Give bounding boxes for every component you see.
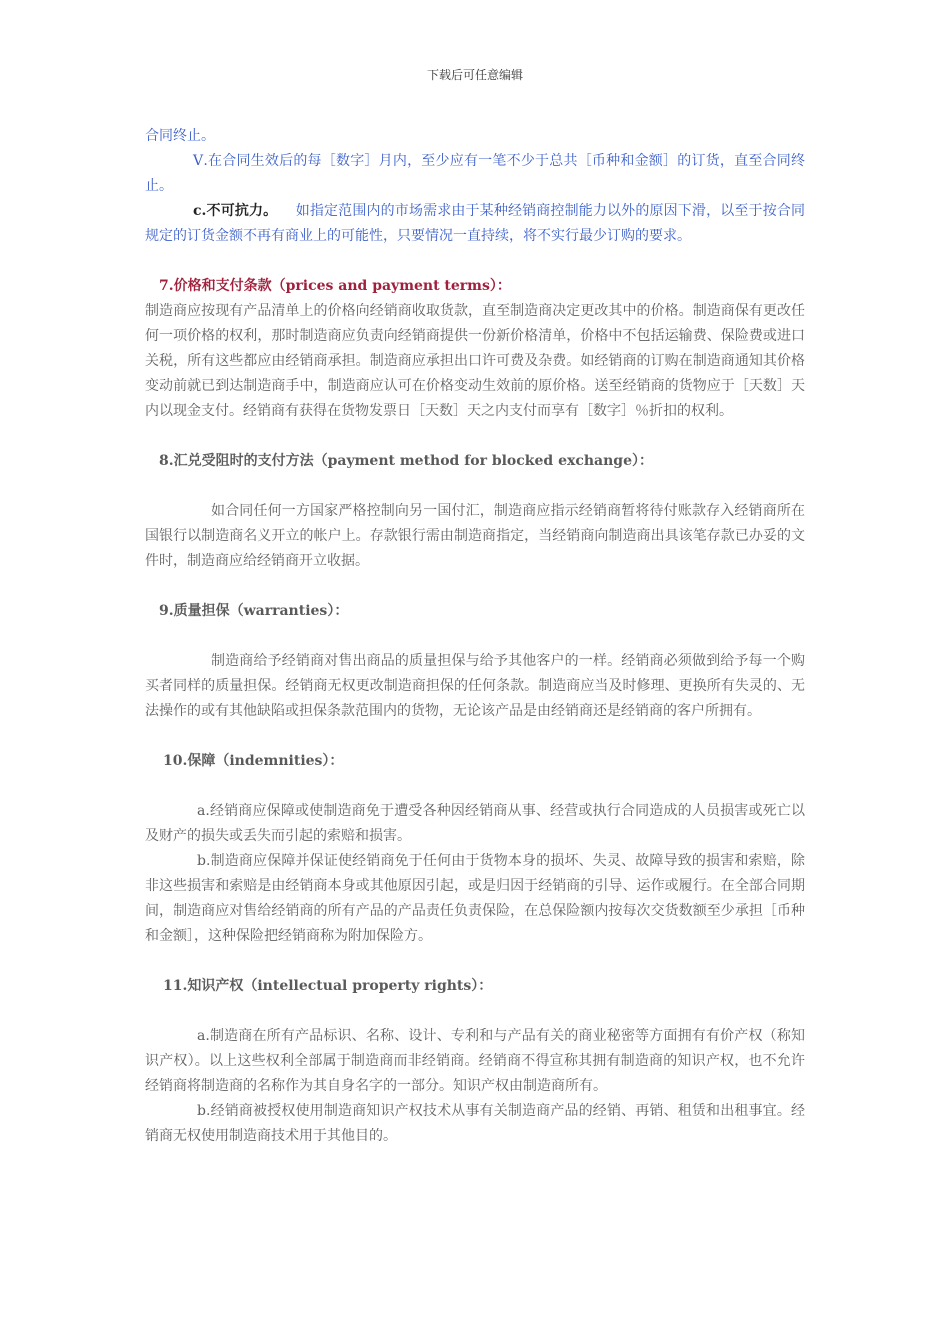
section-11-heading: 11.知识产权（intellectual property rights）：: [163, 978, 493, 994]
force-majeure-text: 如指定范围内的市场需求由于某种经销商控制能力以外的原因下滑，以至于按合同规定的订货金额不再有商业上的可能性，只要情况一直持续，将不实行最少订购的要求。: [145, 203, 805, 244]
section-10-item-b: b.制造商应保障并保证使经销商免于任何由于货物本身的损坏、失灵、故障导致的损害和索赔，除非这些损害和索赔是由经销商本身或其他原因引起，或是归因于经销商的引导、运作或履行。在全部合同期间，制造商应对售给经销商的所有产品的产品责任负责保险，在总保险额内按每次交货数额至少承担［币种和金额］，这种保险把经销商称为附加保险方。: [145, 853, 805, 944]
force-majeure-label: c.不可抗力。: [193, 203, 278, 219]
section-7-body: 制造商应按现有产品清单上的价格向经销商收取货款，直至制造商决定更改其中的价格。制造商保有更改任何一项价格的权利，那时制造商应负责向经销商提供一份新价格清单，价格中不包括运输费、保险费或进口关税，所有这些都应由经销商承担。制造商应承担出口许可费及杂费。如经销商的订购在制造商通知其价格变动前就已到达制造商手中，制造商应认可在价格变动生效前的原价格。送至经销商的货物应于［天数］天内以现金支付。经销商有获得在货物发票日［天数］天之内支付而享有［数字］％折扣的权利。: [145, 303, 805, 419]
contract-end-line: 合同终止。: [145, 128, 215, 144]
section-11-item-a: a.制造商在所有产品标识、名称、设计、专利和与产品有关的商业秘密等方面拥有有价产权（称知识产权）。以上这些权利全部属于制造商而非经销商。经销商不得宣称其拥有制造商的知识产权，也不允许经销商将制造商的名称作为其自身名字的一部分。知识产权由制造商所有。: [145, 1028, 805, 1094]
clause-v-paragraph: Ⅴ.在合同生效后的每［数字］月内，至少应有一笔不少于总共［币种和金额］的订货，直至合同终止。: [145, 153, 805, 194]
section-7-heading: 7.价格和支付条款（prices and payment terms）：: [159, 278, 511, 294]
section-10-heading: 10.保障（indemnities）：: [163, 753, 344, 769]
section-8-heading: 8.汇兑受阻时的支付方法（payment method for blocked exchange）：: [159, 453, 653, 469]
page-header: 下载后可任意编辑: [426, 68, 523, 82]
section-11-item-b: b.经销商被授权使用制造商知识产权技术从事有关制造商产品的经销、再销、租赁和出租事宜。经销商无权使用制造商技术用于其他目的。: [145, 1103, 805, 1144]
section-9-body: 制造商给予经销商对售出商品的质量担保与给予其他客户的一样。经销商必须做到给予每一个购买者同样的质量担保。经销商无权更改制造商担保的任何条款。制造商应当及时修理、更换所有失灵的、无法操作的或有其他缺陷或担保条款范围内的货物，无论该产品是由经销商还是经销商的客户所拥有。: [145, 653, 805, 719]
document-body: [145, 124, 805, 1149]
section-8-body: 如合同任何一方国家严格控制向另一国付汇，制造商应指示经销商暂将待付账款存入经销商所在国银行以制造商名义开立的帐户上。存款银行需由制造商指定，当经销商向制造商出具该笔存款已办妥的文件时，制造商应给经销商开立收据。: [145, 503, 805, 569]
section-9-heading: 9.质量担保（warranties）：: [159, 603, 349, 619]
force-majeure-paragraph: [145, 199, 805, 249]
section-10-item-a: a.经销商应保障或使制造商免于遭受各种因经销商从事、经营或执行合同造成的人员损害或死亡以及财产的损失或丢失而引起的索赔和损害。: [145, 803, 805, 844]
